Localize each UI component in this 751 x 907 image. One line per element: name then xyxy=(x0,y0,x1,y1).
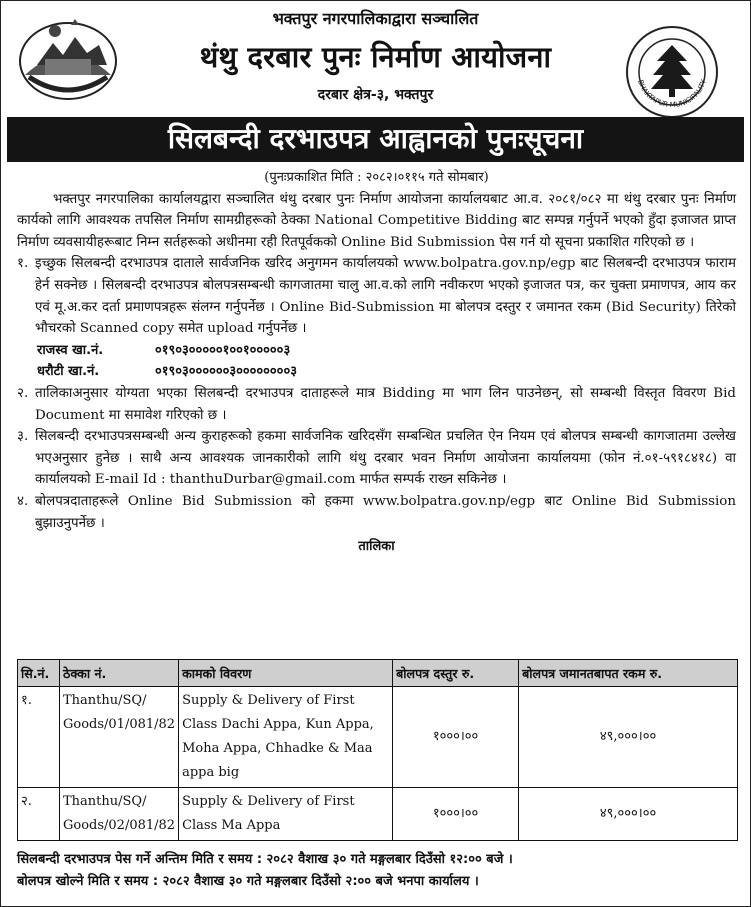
condition-text: इच्छुक सिलबन्दी दरभाउपत्र दाताले सार्वजनिक खरिद अनुगमन कार्यालयको www.bolpatra.gov.np/egp बाट सिलबन्दी दरभाउपत्र फाराम हेर्न सक्नेछ । सिलबन्दी दरभाउपत्र बोलपत्रसम्बन्धी कागजातमा चालु आ.व.को लागि नवीकरण भएको इजाजत पत्र, कर चुक्ता प्रमाणपत्र, आय कर एवं मू.अ.कर दर्ता प्रमाणपत्रहरू संलग्न गर्नुपर्नेछ । Online Bid-Submission मा बोलपत्र दस्तुर र जमानत रकम (Bid Security) तिरेको भौचरको Scanned copy समेत upload गर्नुपर्नेछ । xyxy=(35,256,736,337)
condition-number: ४. xyxy=(17,493,29,509)
condition-item xyxy=(17,491,736,534)
column-header: कामको विवरण xyxy=(179,660,393,687)
column-header: ठेक्का नं. xyxy=(60,660,179,687)
condition-number: १. xyxy=(17,256,29,272)
condition-text: सिलबन्दी दरभाउपत्रसम्बन्धी अन्य कुराहरूको हकमा सार्वजनिक खरिदसँग सम्बन्धित प्रचलित ऐन नियम एवं बोलपत्र सम्बन्धी कागजातमा उल्लेख भएअनुसार हुनेछ । साथै अन्य आवश्यक जानकारीको लागि थंथु दरबार भवन निर्माण आयोजना कार्यालयमा (फोन नं.०१-५९१८४१८) वा कार्यालयको E-mail Id : thanthuDurbar@gmail.com मार्फत सम्पर्क राख्न सकिनेछ । xyxy=(35,429,736,488)
revenue-account xyxy=(17,340,736,362)
column-header: बोलपत्र जमानतबापत रकम रु. xyxy=(519,660,738,687)
column-header: सि.नं. xyxy=(18,660,60,687)
condition-number: २. xyxy=(17,385,29,401)
condition-item xyxy=(17,253,736,339)
bid-opening: बोलपत्र खोल्ने मिति र समय : २०८२ वैशाख ३० गते मङ्गलबार दिउँसो २:०० बजे भनपा कार्यालय । xyxy=(17,874,479,889)
condition-item xyxy=(17,426,736,491)
contract-number: Thanthu/SQ/ Goods/01/081/82 xyxy=(60,687,179,788)
table-header-row xyxy=(18,660,738,687)
work-description: Supply & Delivery of First Class Dachi Appa, Kun Appa, Moha Appa, Chhadke & Maa appa big xyxy=(179,687,393,788)
republished-date: (पुनःप्रकाशित मिति : २०८२।०११५ गते सोमबार) xyxy=(264,170,489,185)
serial-number: २. xyxy=(18,788,60,841)
account-label: राजस्व खा.नं. xyxy=(37,342,104,358)
deposit-account xyxy=(17,361,736,383)
project-address: दरबार क्षेत्र-३, भक्तपुर xyxy=(317,87,434,103)
condition-item xyxy=(17,383,736,426)
table-row xyxy=(18,788,738,841)
work-description: Supply & Delivery of First Class Ma Appa xyxy=(179,788,393,841)
serial-number: १. xyxy=(18,687,60,788)
supervising-authority: भक्तपुर नगरपालिकाद्वारा सञ्चालित xyxy=(272,9,479,28)
account-label: धरौटी खा.नं. xyxy=(37,364,100,380)
account-number: ०१९०३००००००३००००००००३ xyxy=(155,364,297,380)
bhaktapur-municipality-seal xyxy=(625,25,719,119)
notice-footer xyxy=(17,849,736,893)
table-caption: तालिका xyxy=(358,539,395,555)
account-number: ०१९०३०००००१००१०००००३ xyxy=(155,342,291,358)
notice-heading: सिलबन्दी दरभाउपत्र आह्वानको पुनःसूचना xyxy=(7,117,744,162)
table-row xyxy=(18,687,738,788)
project-title: थंथु दरबार पुनः निर्माण आयोजना xyxy=(199,40,552,74)
submission-deadline: सिलबन्दी दरभाउपत्र पेस गर्ने अन्तिम मिति र समय : २०८२ वैशाख ३० गते मङ्गलबार दिउँसो १२:०० बजे । xyxy=(17,852,513,867)
condition-text: बोलपत्रदाताहरूले Online Bid Submission को हकमा www.bolpatra.gov.np/egp बाट Online Bid Submission बुझाउनुपर्नेछ । xyxy=(35,493,736,531)
intro-paragraph: भक्तपुर नगरपालिका कार्यालयद्वारा सञ्चालित थंथु दरबार पुनः निर्माण आयोजना कार्यालयबाट आ.व. २०८१/०८२ मा थंथु दरबार पुनः निर्माण कार्यको लागि आवश्यक तपसिल निर्माण सामग्रीहरूको ठेक्का National Competitive Bidding बाट सम्पन्न गर्नुपर्ने भएको हुँदा इजाजत प्राप्त निर्माण व्यवसायीहरूबाट निम्न सर्तहरूको अधीनमा रही रितपूर्वकको Online Bid Submission पेस गर्न यो सूचना प्रकाशित गरिएको छ । xyxy=(17,191,736,250)
condition-number: ३. xyxy=(17,429,29,445)
condition-text: तालिकाअनुसार योग्यता भएका सिलबन्दी दरभाउपत्र दाताहरूले मात्र Bidding मा भाग लिन पाउनेछन्, सो सम्बन्धी विस्तृत विवरण Bid Document मा समावेश गरिएको छ । xyxy=(35,385,736,423)
contract-number: Thanthu/SQ/ Goods/02/081/82 xyxy=(60,788,179,841)
bid-security: ४९,०००।०० xyxy=(519,788,738,841)
notice-header xyxy=(1,1,750,113)
seal-text: BHAKTAPUR MUNICIPALITY xyxy=(636,78,708,110)
column-header: बोलपत्र दस्तुर रु. xyxy=(393,660,519,687)
bid-fee: १०००।०० xyxy=(393,788,519,841)
bid-fee: १०००।०० xyxy=(393,687,519,788)
notice-body xyxy=(17,167,736,558)
bid-security: ४९,०००।०० xyxy=(519,687,738,788)
contracts-table xyxy=(17,659,738,841)
